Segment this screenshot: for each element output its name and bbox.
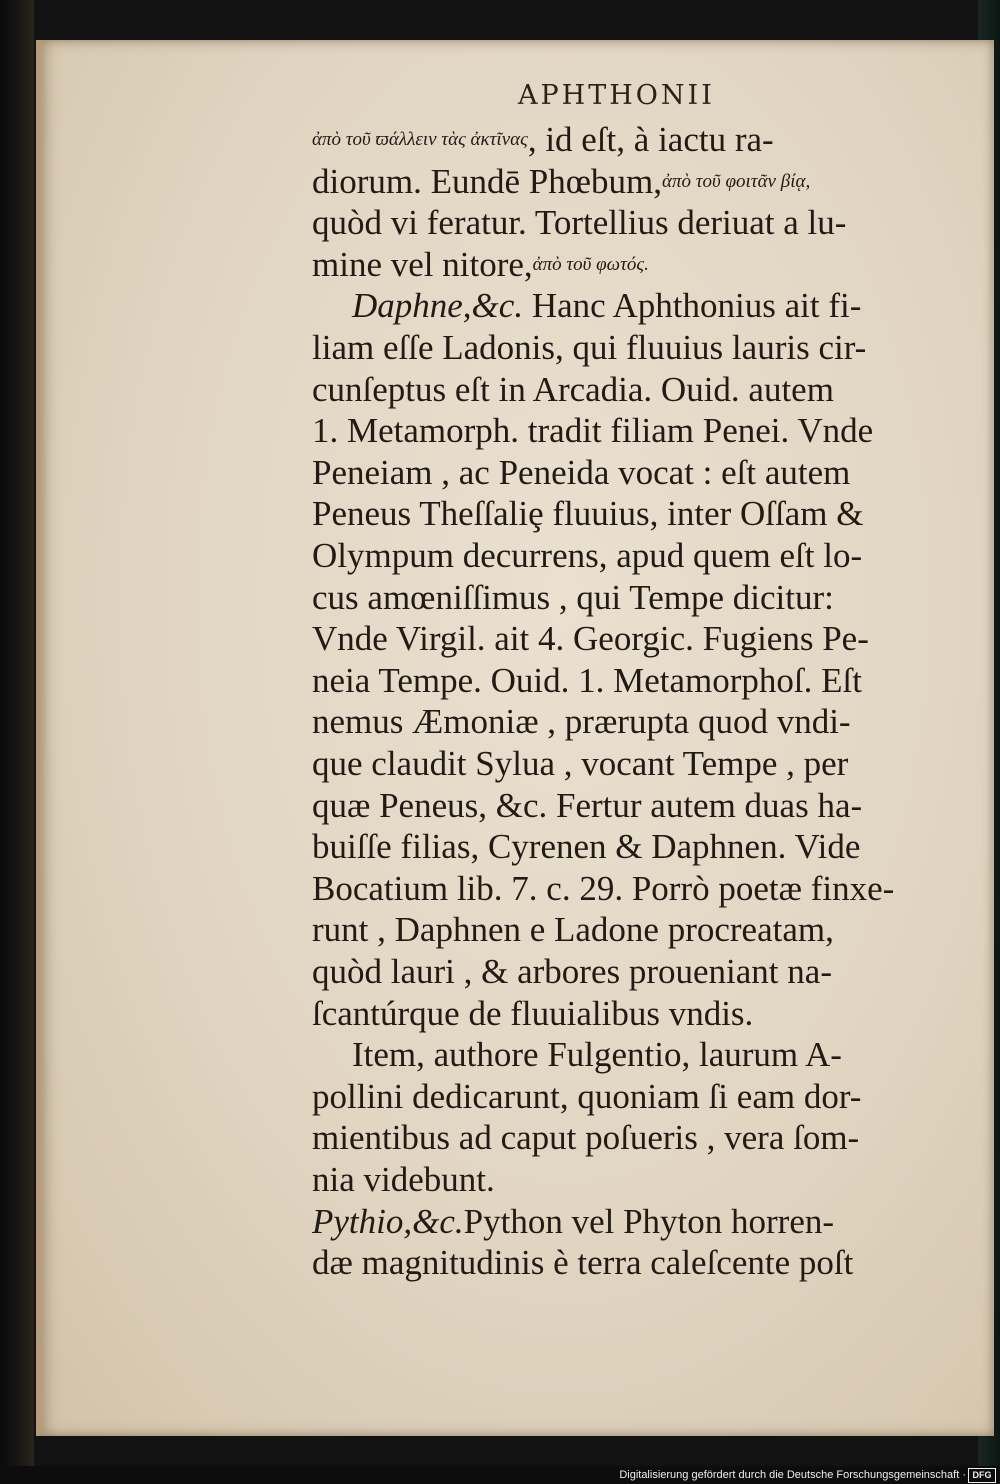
text-segment: nemus Æmoniæ , prærupta quod vndi- — [312, 702, 851, 742]
text-line — [312, 534, 952, 578]
text-segment: Hanc Aphthonius ait fi- — [523, 286, 862, 326]
text-segment: nia videbunt. — [312, 1160, 495, 1199]
text-segment: Bocatium lib. 7. c. 29. Porrò poetæ finxe- — [312, 868, 895, 908]
text-segment: Python vel Phyton horren- — [463, 1201, 835, 1241]
text-line — [312, 992, 952, 1036]
greek-phrase: ἀπὸ τοῦ φωτός. — [532, 253, 649, 275]
text-line — [312, 908, 952, 952]
text-segment: mine vel nitore, — [312, 244, 533, 284]
text-segment: quæ Peneus, &c. Fertur autem duas ha- — [312, 785, 863, 825]
text-segment: Peneus Theſſaliȩ fluuius, inter Oſſam & — [312, 494, 864, 534]
text-line — [312, 160, 952, 204]
text-line — [312, 368, 952, 412]
text-segment: 1. Metamorph. tradit filiam Penei. Vnde — [312, 411, 874, 451]
running-head: APHTHONII — [518, 80, 715, 111]
text-segment: quòd lauri , & arbores proueniant na- — [312, 952, 832, 991]
text-line — [312, 617, 952, 661]
text-segment: liam eſſe Ladonis, qui fluuius lauris cir- — [312, 328, 867, 367]
text-line — [312, 451, 952, 495]
text-line — [312, 492, 952, 536]
text-segment: dæ magnitudinis è terra caleſcente poſt — [312, 1243, 854, 1283]
text-line — [312, 742, 952, 786]
text-segment: cunſeptus eſt in Arcadia. Ouid. autem — [312, 369, 834, 409]
page-gutter-shadow — [36, 40, 46, 1436]
text-segment: mientibus ad caput poſueris , vera ſom- — [312, 1118, 860, 1158]
text-segment: runt , Daphnen e Ladone procreatam, — [312, 910, 834, 950]
text-segment: Peneiam , ac Peneida vocat : eſt autem — [312, 452, 851, 492]
text-line — [312, 700, 952, 744]
text-line — [312, 243, 952, 287]
text-line — [312, 326, 952, 370]
footer-credit-text: Digitalisierung gefördert durch die Deutsche Forschungsgemeinschaft · — [619, 1469, 966, 1481]
text-line — [312, 201, 952, 245]
text-segment: pollini dedicarunt, quoniam ſi eam dor- — [312, 1076, 862, 1116]
text-line — [312, 576, 952, 620]
text-segment: buiſſe filias, Cyrenen & Daphnen. Vide — [312, 827, 861, 867]
text-line — [312, 825, 952, 869]
text-segment: neia Tempe. Ouid. 1. Metamorphoſ. Eſt — [312, 660, 862, 700]
italic-lemma: Daphne,&c. — [352, 286, 524, 326]
text-segment: , id eſt, à iactu ra- — [527, 120, 774, 159]
greek-phrase: ἀπὸ τοῦ ϖάλλειν τὰς ἀκτῖνας — [312, 129, 528, 150]
text-segment: cus amœniſſimus , qui Tempe dicitur: — [312, 577, 834, 617]
text-line — [312, 1075, 952, 1119]
text-line — [312, 284, 952, 328]
text-line — [312, 1241, 952, 1285]
text-segment: ſcantúrque de fluuialibus vndis. — [312, 993, 754, 1033]
text-line — [312, 1116, 952, 1160]
text-line — [312, 867, 952, 911]
text-segment: diorum. Eundē Phœbum, — [312, 161, 662, 201]
text-segment: Item, authore Fulgentio, laurum A- — [352, 1035, 842, 1075]
text-segment: que claudit Sylua , vocant Tempe , per — [312, 744, 849, 783]
text-line — [312, 950, 952, 994]
text-line — [312, 118, 952, 162]
text-line — [312, 1200, 952, 1244]
text-line — [312, 784, 952, 828]
text-segment: Olympum decurrens, apud quem eſt lo- — [312, 536, 863, 575]
text-segment: quòd vi feratur. Tortellius deriuat a lu- — [312, 203, 847, 243]
text-line — [312, 659, 952, 703]
italic-lemma: Pythio,&c. — [312, 1201, 464, 1241]
greek-phrase: ἀπὸ τοῦ φοιτᾶν βίᾳ, — [661, 170, 811, 192]
text-segment: Vnde Virgil. ait 4. Georgic. Fugiens Pe- — [312, 619, 869, 659]
digitization-footer — [0, 1466, 1000, 1484]
book-board-left — [0, 0, 34, 1484]
text-line — [312, 1033, 952, 1077]
text-line — [312, 409, 952, 453]
text-line — [312, 1158, 952, 1202]
dfg-logo: DFG — [968, 1468, 996, 1483]
